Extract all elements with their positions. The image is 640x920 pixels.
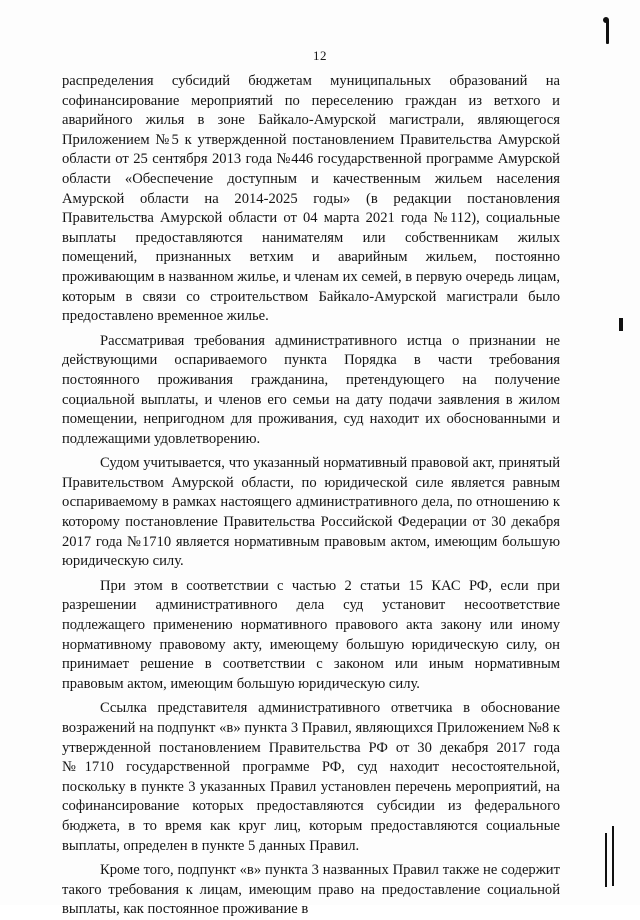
- document-body: [62, 72, 560, 920]
- scan-artifact-mark: [606, 20, 609, 44]
- paragraph: Судом учитывается, что указанный нормативный правовой акт, принятый Правительством Амурской области, по юридической силе является равным оспариваемому в рамках настоящего административного дела, по отношению к которому постановление Правительства Российской Федерации от 30 декабря 2017 года №1710 является нормативным правовым актом, имеющим большую юридическую силу.: [62, 455, 560, 570]
- paragraph: Кроме того, подпункт «в» пункта 3 названных Правил также не содержит такого требования к лицам, имеющим право на предоставление социальной выплаты, как постоянное проживание в: [62, 862, 560, 918]
- page-number: 12: [313, 48, 327, 63]
- scan-artifact-mark: [619, 318, 623, 331]
- paragraph: Ссылка представителя административного ответчика в обоснование возражений на подпункт «в» пункта 3 Правил, являющихся Приложением №8 к утвержденной постановлением Правительства РФ от 30 декабря 2017 года №1710 государственной программе РФ, суд находит несостоятельной, поскольку в пункте 3 указанных Правил установлен перечень мероприятий, на софинансирование которых предоставляются субсидии из федерального бюджета, в то время как круг лиц, которым предоставляются социальные выплаты, определен в пункте 5 данных Правил.: [62, 700, 560, 854]
- scan-artifact-mark: [612, 826, 614, 886]
- paragraph: Рассматривая требования административного истца о признании не действующими оспариваемого пункта Порядка в части требования постоянного проживания гражданина, претендующего на получение социальной выплаты, и членов его семьи на дату подачи заявления в жилом помещении, непригодном для проживания, суд находит их обоснованными и подлежащими удовлетворению.: [62, 332, 560, 447]
- paragraph-continuation: распределения субсидий бюджетам муниципальных образований на софинансирование мероприятий по переселению граждан из ветхого и аварийного жилья в зоне Байкало-Амурской магистрали, являющегося Приложением №5 к утвержденной постановлением Правительства Амурской области от 25 сентября 2013 года №446 государственной программе Амурской области «Обеспечение доступным и качественным жильем населения Амурской области на 2014-2025 годы» (в редакции постановления Правительства Амурской области от 04 марта 2021 года №112), социальные выплаты предоставляются нанимателям или собственникам жилых помещений, признанных ветхим и аварийным жильем, постоянно проживающим в названном жилье, и членам их семей, в первую очередь лицам, которым в связи со строительством Байкало-Амурской магистрали было предоставлено временное жилье.: [62, 73, 560, 325]
- paragraph: При этом в соответствии с частью 2 статьи 15 КАС РФ, если при разрешении административного дела суд установит несоответствие подлежащего применению нормативного правового акта закону или иному нормативному правовому акту, имеющему большую юридическую силу, он принимает решение в соответствии с законом или иным нормативным правовым актом, имеющим большую юридическую силу.: [62, 577, 560, 692]
- scan-artifact-mark: [605, 833, 607, 887]
